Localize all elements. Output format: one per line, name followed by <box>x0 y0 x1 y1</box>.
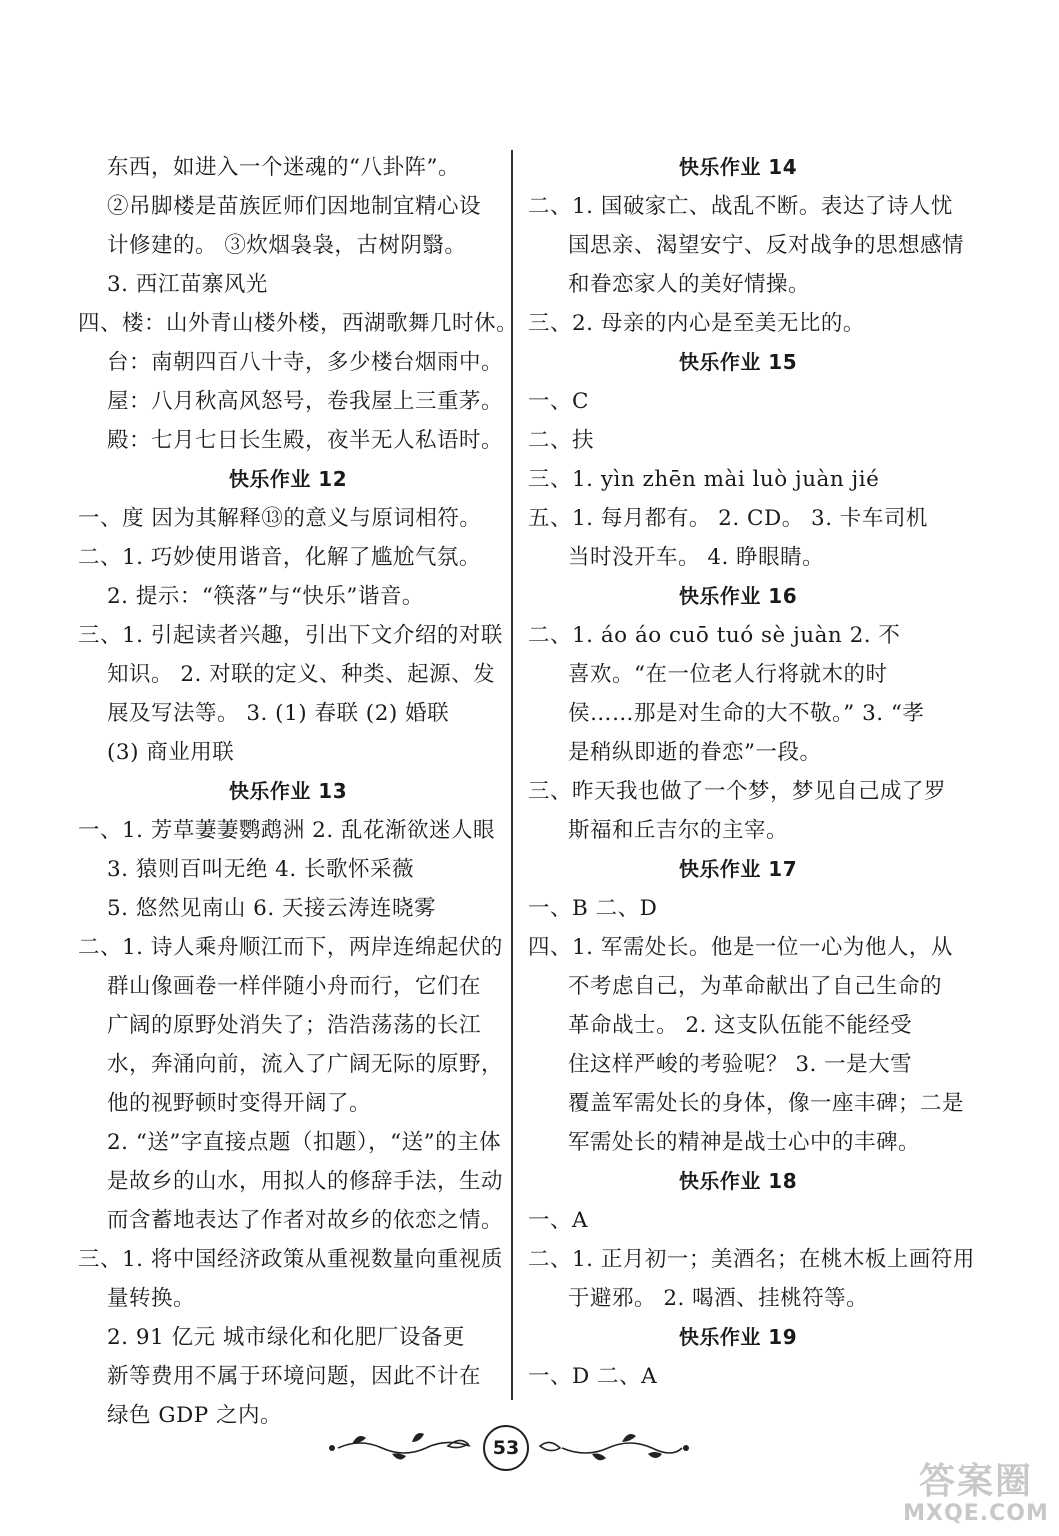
answer-line: 2. 91 亿元 城市绿化和化肥厂设备更 <box>107 1325 465 1350</box>
answer-line: 是稍纵即逝的眷恋”一段。 <box>568 740 822 765</box>
answer-line: 一、C <box>528 389 589 414</box>
answer-line: 2. 提示：“筷落”与“快乐”谐音。 <box>107 584 424 609</box>
answer-line: 2. “送”字直接点题（扣题），“送”的主体 <box>107 1130 502 1155</box>
section-heading: 快乐作业 12 <box>228 467 348 491</box>
answer-line: 一、A <box>528 1208 589 1233</box>
answer-line: 和眷恋家人的美好情操。 <box>568 272 811 297</box>
section-heading: 快乐作业 13 <box>228 779 348 803</box>
answer-line: 当时没开车。 4. 睁眼睛。 <box>568 545 825 570</box>
answer-line: 二、扶 <box>528 428 595 453</box>
answer-line: 五、1. 每月都有。 2. CD。 3. 卡车司机 <box>528 506 928 531</box>
answer-line: 而含蓄地表达了作者对故乡的依恋之情。 <box>107 1208 504 1233</box>
right-column <box>528 148 975 1396</box>
answer-line: 革命战士。 2. 这支队伍能不能经受 <box>568 1013 913 1038</box>
answer-line: 群山像画卷一样伴随小舟而行，它们在 <box>107 974 482 999</box>
answer-line: 三、1. 引起读者兴趣，引出下文介绍的对联 <box>78 623 503 648</box>
answer-line: 他的视野顿时变得开阔了。 <box>107 1091 372 1116</box>
answer-line: 3. 猿则百叫无绝 4. 长歌怀采薇 <box>107 857 415 882</box>
answer-line: 计修建的。 ③炊烟袅袅，古树阴翳。 <box>107 233 467 258</box>
answer-line: 东西，如进入一个迷魂的“八卦阵”。 <box>107 155 460 180</box>
answer-line: (3) 商业用联 <box>107 740 235 765</box>
answer-line: 广阔的原野处消失了；浩浩荡荡的长江 <box>107 1013 482 1038</box>
left-ornament <box>0 1420 480 1480</box>
watermark-logo <box>901 1462 1051 1528</box>
answer-line: 知识。 2. 对联的定义、种类、起源、发 <box>107 662 496 687</box>
answer-line: 二、1. 正月初一；美酒名；在桃木板上画符用 <box>528 1247 975 1272</box>
answer-line: 军需处长的精神是战士心中的丰碑。 <box>568 1130 921 1155</box>
answer-line: 覆盖军需处长的身体，像一座丰碑；二是 <box>568 1091 965 1116</box>
section-heading: 快乐作业 14 <box>678 155 798 179</box>
answer-line: 是故乡的山水，用拟人的修辞手法，生动 <box>107 1169 504 1194</box>
answer-line: 水，奔涌向前，流入了广阔无际的原野， <box>107 1052 504 1077</box>
answer-line: 四、楼：山外青山楼外楼，西湖歌舞几时休。 <box>78 311 519 336</box>
answer-line: ②吊脚楼是苗族匠师们因地制宜精心设 <box>107 194 482 219</box>
watermark-sub: MXQE.COM <box>903 1501 1049 1526</box>
answer-line: 一、D 二、A <box>528 1364 658 1389</box>
answer-line: 3. 西江苗寨风光 <box>107 272 268 297</box>
answer-line: 二、1. 巧妙使用谐音，化解了尴尬气氛。 <box>78 545 481 570</box>
answer-line: 住这样严峻的考验呢？ 3. 一是大雪 <box>568 1052 913 1077</box>
section-heading: 快乐作业 15 <box>678 350 798 374</box>
answer-line: 三、昨天我也做了一个梦，梦见自己成了罗 <box>528 779 947 804</box>
answer-line: 斯福和丘吉尔的主宰。 <box>568 818 789 843</box>
page-number: 53 <box>483 1425 529 1471</box>
answer-line: 一、1. 芳草萋萋鹦鹉洲 2. 乱花渐欲迷人眼 <box>78 818 496 843</box>
answer-line: 5. 悠然见南山 6. 天接云涛连晓雾 <box>107 896 437 921</box>
answer-line: 四、1. 军需处长。他是一位一心为他人，从 <box>528 935 953 960</box>
answer-line: 一、B 二、D <box>528 896 658 921</box>
answer-line: 喜欢。“在一位老人行将就木的时 <box>568 662 888 687</box>
answer-line: 三、1. yìn zhēn mài luò juàn jié <box>528 467 880 492</box>
column-divider <box>511 150 513 1400</box>
answer-line: 二、1. áo áo cuō tuó sè juàn 2. 不 <box>528 623 901 648</box>
answer-line: 侯……那是对生命的大不敬。” 3. “孝 <box>568 701 925 726</box>
answer-line: 一、度 因为其解释⑬的意义与原词相符。 <box>78 506 482 531</box>
section-heading: 快乐作业 19 <box>678 1325 798 1349</box>
watermark-main: 答案圈 <box>918 1461 1033 1502</box>
answer-line: 不考虑自己，为革命献出了自己生命的 <box>568 974 943 999</box>
section-heading: 快乐作业 16 <box>678 584 798 608</box>
answer-line: 二、1. 诗人乘舟顺江而下，两岸连绵起伏的 <box>78 935 503 960</box>
answer-line: 展及写法等。 3. (1) 春联 (2) 婚联 <box>107 701 450 726</box>
left-column <box>78 148 519 1435</box>
answer-line: 于避邪。 2. 喝酒、挂桃符等。 <box>568 1286 869 1311</box>
answer-line: 殿：七月七日长生殿，夜半无人私语时。 <box>107 428 504 453</box>
answer-line: 屋：八月秋高风怒号，卷我屋上三重茅。 <box>107 389 504 414</box>
section-heading: 快乐作业 18 <box>678 1169 798 1193</box>
answer-line: 量转换。 <box>107 1286 196 1311</box>
answer-line: 二、1. 国破家亡、战乱不断。表达了诗人忧 <box>528 194 953 219</box>
answer-line: 台：南朝四百八十寺，多少楼台烟雨中。 <box>107 350 504 375</box>
section-heading: 快乐作业 17 <box>678 857 798 881</box>
answer-line: 绿色 GDP 之内。 <box>107 1403 283 1428</box>
answer-line: 三、1. 将中国经济政策从重视数量向重视质 <box>78 1247 503 1272</box>
answer-line: 三、2. 母亲的内心是至美无比的。 <box>528 311 865 336</box>
answer-line: 国思亲、渴望安宁、反对战争的思想感情 <box>568 233 965 258</box>
answer-line: 新等费用不属于环境问题，因此不计在 <box>107 1364 482 1389</box>
